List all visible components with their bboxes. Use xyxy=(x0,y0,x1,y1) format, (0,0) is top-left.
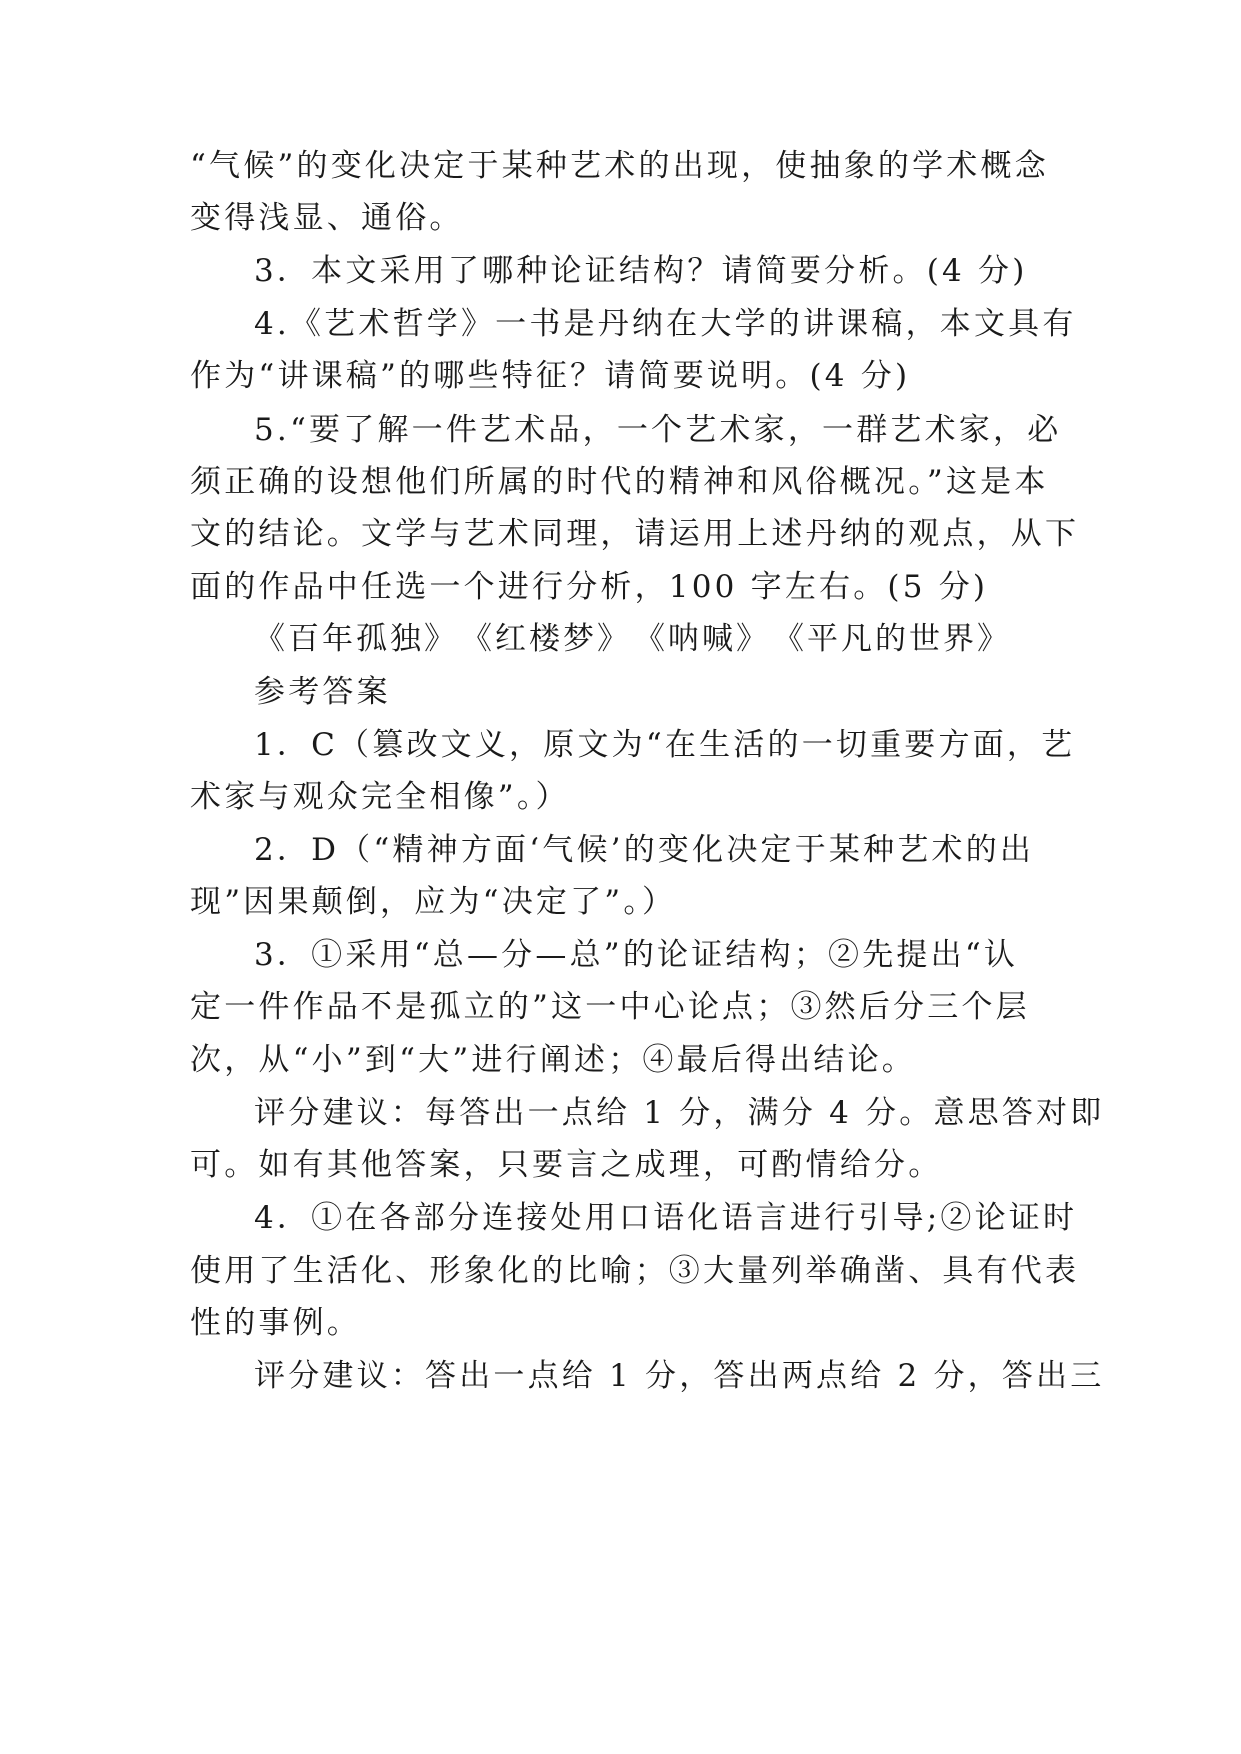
paragraph-line: 文的结论。文学与艺术同理，请运用上述丹纳的观点，从下 xyxy=(190,516,1080,552)
paragraph-line: 可。如有其他答案，只要言之成理，可酌情给分。 xyxy=(190,1147,943,1183)
paragraph-line: 现”因果颠倒，应为“决定了”。） xyxy=(190,884,677,920)
paragraph-line: 次，从“小”到“大”进行阐述；④最后得出结论。 xyxy=(190,1042,916,1078)
question-3: 3．本文采用了哪种论证结构？请简要分析。(4 分) xyxy=(254,253,1028,289)
paragraph-line: 须正确的设想他们所属的时代的精神和风俗概况。”这是本 xyxy=(190,464,1049,500)
scoring-note-3: 评分建议：每答出一点给 1 分，满分 4 分。意思答对即 xyxy=(254,1095,1105,1131)
paragraph-line: 术家与观众完全相像”。） xyxy=(190,779,570,815)
paragraph-line: 使用了生活化、形象化的比喻；③大量列举确凿、具有代表 xyxy=(190,1253,1080,1289)
answer-4: 4．①在各部分连接处用口语化语言进行引导;②论证时 xyxy=(254,1200,1078,1236)
answer-3: 3．①采用“总—分—总”的论证结构；②先提出“认 xyxy=(254,937,1019,973)
paragraph-line: “气候”的变化决定于某种艺术的出现，使抽象的学术概念 xyxy=(190,148,1049,184)
question-5: 5.“要了解一件艺术品，一个艺术家，一群艺术家，必 xyxy=(254,412,1062,448)
paragraph-line: 变得浅显、通俗。 xyxy=(190,200,464,236)
scoring-note-4: 评分建议：答出一点给 1 分，答出两点给 2 分，答出三 xyxy=(254,1358,1105,1394)
question-4: 4.《艺术哲学》一书是丹纳在大学的讲课稿，本文具有 xyxy=(254,306,1077,342)
paragraph-line: 作为“讲课稿”的哪些特征？请简要说明。(4 分) xyxy=(190,358,911,394)
paragraph-line: 定一件作品不是孤立的”这一中心论点；③然后分三个层 xyxy=(190,989,1030,1025)
paragraph-line: 面的作品中任选一个进行分析，100 字左右。(5 分) xyxy=(190,569,989,605)
answer-2: 2．D（“精神方面‘气候’的变化决定于某种艺术的出 xyxy=(254,832,1035,868)
book-list: 《百年孤独》 《红楼梦》 《呐喊》 《平凡的世界》 xyxy=(254,621,1011,657)
paragraph-line: 性的事例。 xyxy=(190,1305,361,1341)
answer-1: 1．C（篡改文义，原文为“在生活的一切重要方面，艺 xyxy=(254,727,1076,763)
answer-key-heading: 参考答案 xyxy=(254,674,391,710)
